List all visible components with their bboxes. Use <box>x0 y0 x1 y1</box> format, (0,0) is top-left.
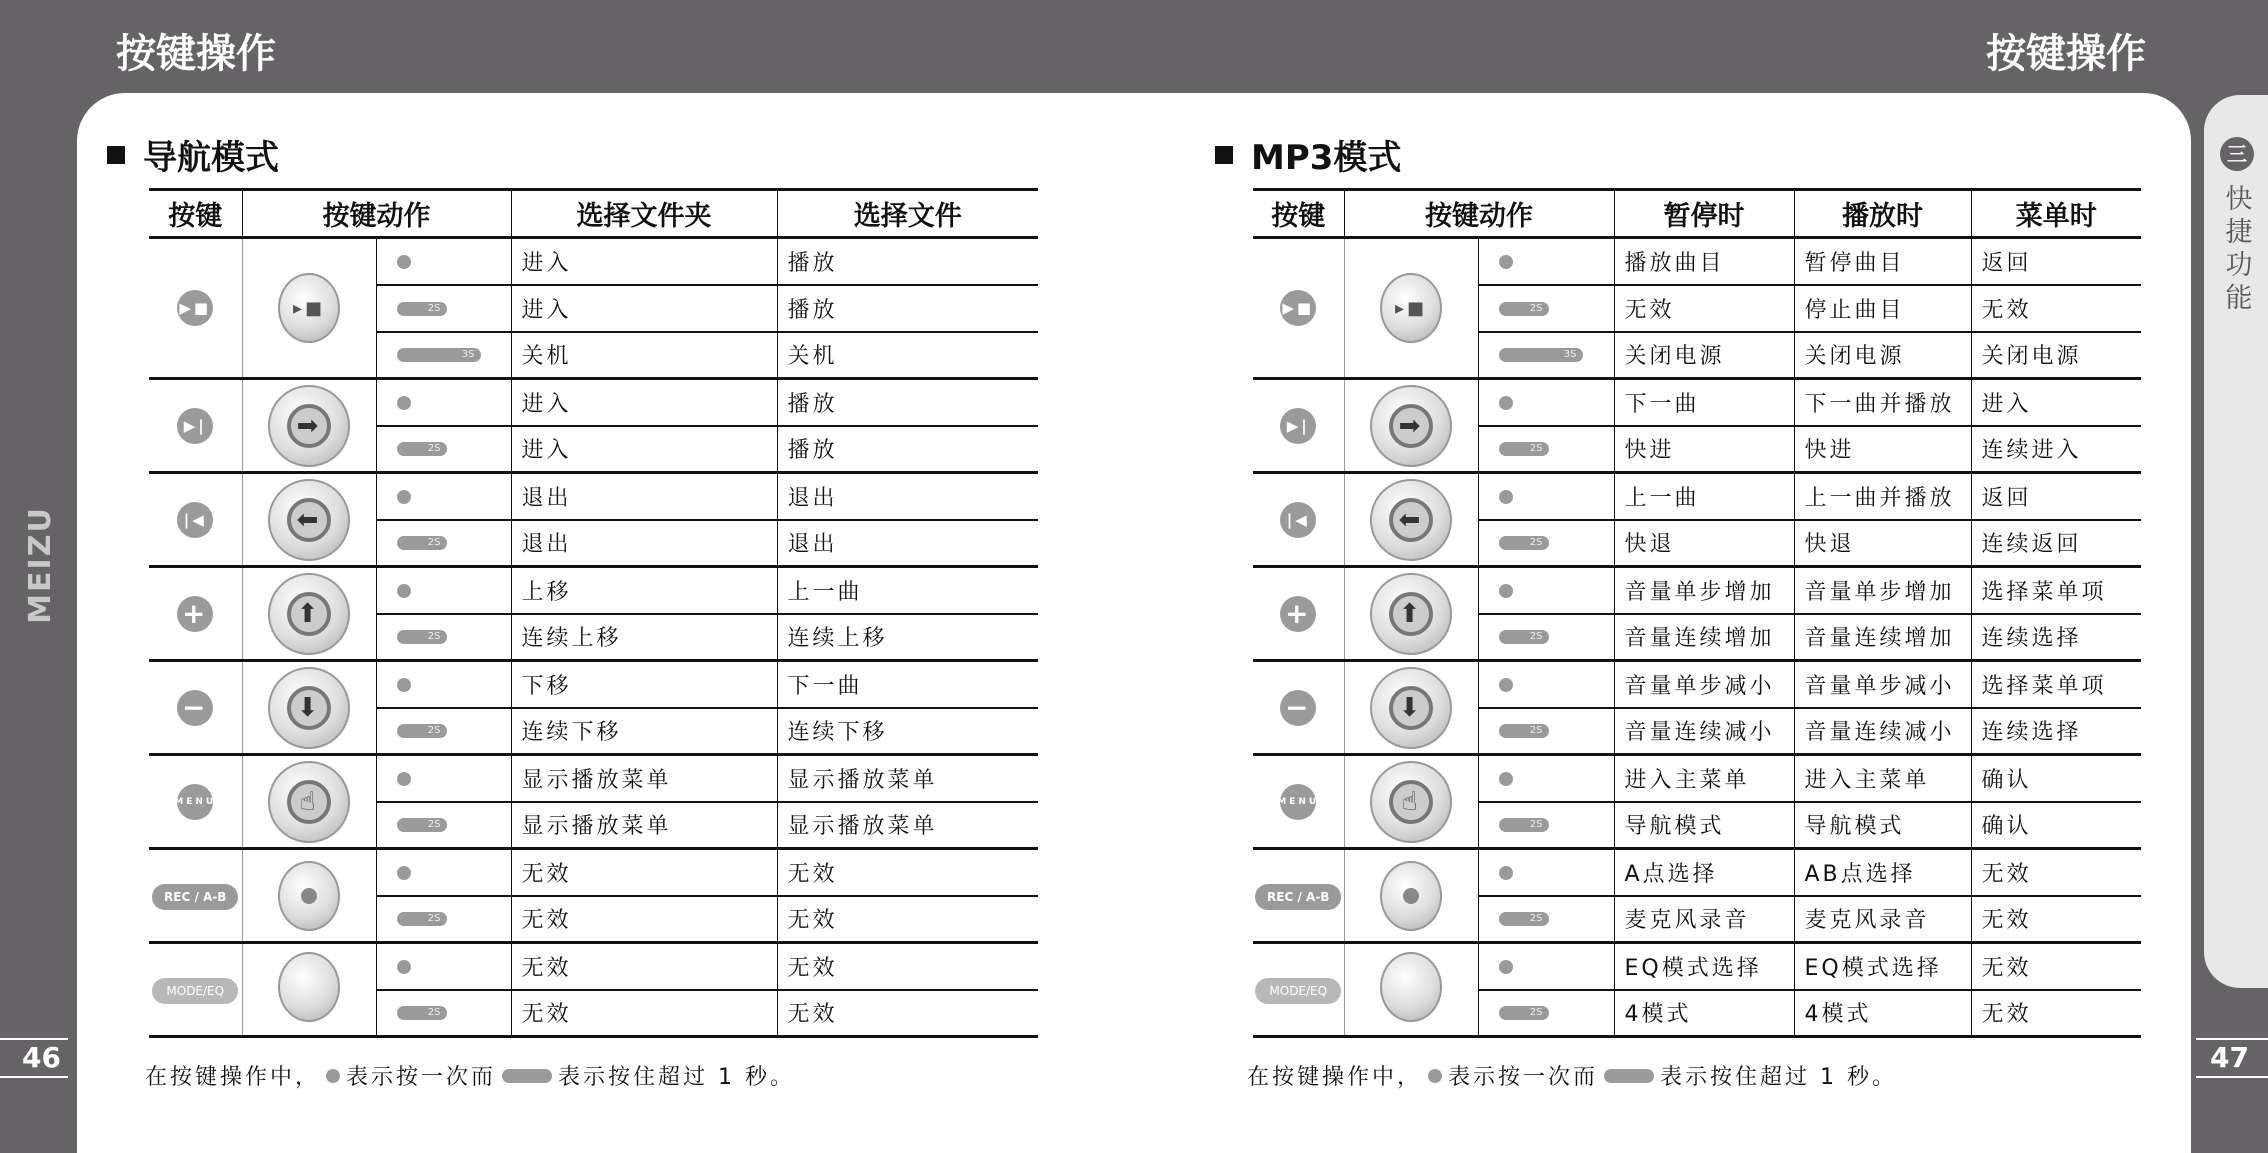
action-cell: 音量单步增加 <box>1614 567 1794 614</box>
legend-short: 表示按一次而 <box>1448 1065 1599 1090</box>
action-cell: 关闭电源 <box>1794 332 1971 379</box>
column-header: 按键动作 <box>1344 190 1614 238</box>
press-type-cell <box>1478 708 1614 755</box>
press-type-cell <box>376 708 511 755</box>
press-type-cell <box>1478 849 1614 896</box>
short-press-icon <box>1499 960 1513 974</box>
press-type-cell <box>376 520 511 567</box>
prev-wheel-illustration-icon: ⬅ <box>268 479 350 561</box>
action-cell: EQ模式选择 <box>1614 943 1794 990</box>
action-cell: 下移 <box>511 661 777 708</box>
press-type-cell <box>1478 614 1614 661</box>
key-cell[interactable] <box>1253 661 1344 755</box>
action-cell: 退出 <box>511 473 777 520</box>
table-row <box>149 661 1038 708</box>
action-cell: 无效 <box>1971 990 2141 1037</box>
next-wheel-illustration-icon: ➡ <box>1370 385 1452 467</box>
short-press-icon <box>397 772 411 786</box>
chapter-label: 快捷功能 <box>2225 184 2253 314</box>
header-title-left: 按键操作 <box>116 31 276 77</box>
long-press-icon: 2S <box>1499 818 1549 832</box>
column-header: 按键 <box>1253 190 1344 238</box>
legend-prefix: 在按键操作中， <box>145 1065 321 1090</box>
press-type-cell <box>1478 285 1614 332</box>
press-type-cell <box>1478 379 1614 426</box>
action-cell: 上一曲并播放 <box>1794 473 1971 520</box>
press-type-cell <box>376 285 511 332</box>
key-illustration-cell <box>1344 379 1478 473</box>
press-type-cell <box>1478 896 1614 943</box>
press-type-cell <box>1478 567 1614 614</box>
next-key-icon: ▶| <box>177 408 213 444</box>
short-press-icon <box>1499 772 1513 786</box>
action-cell: 播放 <box>777 238 1038 285</box>
action-cell: 连续上移 <box>777 614 1038 661</box>
key-illustration-cell <box>242 755 376 849</box>
menu-wheel-illustration-icon: ☝ <box>1370 761 1452 843</box>
key-illustration-cell <box>242 238 376 379</box>
action-cell: 无效 <box>1614 285 1794 332</box>
action-cell: 下一曲并播放 <box>1794 379 1971 426</box>
table-row <box>1253 661 2141 708</box>
action-cell: 播放 <box>777 426 1038 473</box>
next-wheel-illustration-icon: ➡ <box>268 385 350 467</box>
play-key-icon: ▶■ <box>177 290 213 326</box>
press-type-cell <box>376 238 511 285</box>
chapter-tab[interactable] <box>2204 95 2268 988</box>
minus-wheel-illustration-icon: ⬇ <box>268 667 350 749</box>
plus-wheel-illustration-icon: ⬆ <box>1370 573 1452 655</box>
long-press-icon: 2S <box>397 724 447 738</box>
key-illustration-cell <box>1344 661 1478 755</box>
column-header: 选择文件 <box>777 190 1038 238</box>
key-cell[interactable] <box>1253 849 1344 943</box>
key-illustration-cell <box>242 849 376 943</box>
action-cell: 上移 <box>511 567 777 614</box>
header-title-right: 按键操作 <box>1986 31 2146 77</box>
long-press-icon <box>502 1069 552 1083</box>
action-cell: 下一曲 <box>1614 379 1794 426</box>
long-press-icon: 2S <box>1499 536 1549 550</box>
short-press-icon <box>1428 1069 1442 1083</box>
short-press-icon <box>1499 678 1513 692</box>
action-cell: 暂停曲目 <box>1794 238 1971 285</box>
press-type-cell <box>1478 990 1614 1037</box>
brand-logo: MEIZU <box>22 506 58 624</box>
action-cell: AB点选择 <box>1794 849 1971 896</box>
short-press-icon <box>397 255 411 269</box>
long-press-icon: 3S <box>1499 348 1583 362</box>
key-cell[interactable] <box>1253 473 1344 567</box>
action-cell: 无效 <box>777 849 1038 896</box>
key-cell[interactable] <box>149 943 242 1037</box>
action-cell: 连续选择 <box>1971 708 2141 755</box>
action-cell: 关闭电源 <box>1614 332 1794 379</box>
long-press-icon: 2S <box>397 536 447 550</box>
action-cell: 显示播放菜单 <box>777 755 1038 802</box>
section-title-nav <box>107 130 279 179</box>
key-cell[interactable] <box>1253 567 1344 661</box>
short-press-icon <box>1499 255 1513 269</box>
chapter-number: 三 <box>2220 137 2254 171</box>
play-button-illustration-icon: ▸■ <box>1380 273 1442 343</box>
plus-key-icon: + <box>1280 596 1316 632</box>
long-press-icon: 2S <box>397 912 447 926</box>
action-cell: 无效 <box>511 943 777 990</box>
action-cell: 退出 <box>511 520 777 567</box>
action-cell: 显示播放菜单 <box>511 802 777 849</box>
press-type-cell <box>376 614 511 661</box>
action-cell: 退出 <box>777 520 1038 567</box>
column-header: 按键 <box>149 190 242 238</box>
press-type-cell <box>1478 332 1614 379</box>
key-illustration-cell <box>1344 755 1478 849</box>
short-press-icon <box>397 584 411 598</box>
action-cell: 音量单步减小 <box>1794 661 1971 708</box>
bullet-square-icon <box>107 146 125 164</box>
column-header: 暂停时 <box>1614 190 1794 238</box>
action-cell: 上一曲 <box>1614 473 1794 520</box>
action-cell: 无效 <box>511 849 777 896</box>
prev-key-icon: |◀ <box>177 502 213 538</box>
action-cell: 停止曲目 <box>1794 285 1971 332</box>
action-cell: 显示播放菜单 <box>777 802 1038 849</box>
mode-key-icon: MODE/EQ <box>152 978 238 1004</box>
action-cell: 快进 <box>1794 426 1971 473</box>
short-press-icon <box>397 490 411 504</box>
press-type-cell <box>1478 520 1614 567</box>
long-press-icon: 2S <box>1499 1006 1549 1020</box>
action-cell: 无效 <box>777 943 1038 990</box>
action-cell: A点选择 <box>1614 849 1794 896</box>
column-header: 播放时 <box>1794 190 1971 238</box>
short-press-icon <box>1499 490 1513 504</box>
short-press-icon <box>397 866 411 880</box>
legend-long: 表示按住超过 1 秒。 <box>558 1065 796 1090</box>
rec-button-illustration-icon <box>1380 861 1442 931</box>
rec-key-icon: REC / A-B <box>152 884 238 910</box>
action-cell: 关机 <box>777 332 1038 379</box>
press-type-cell <box>1478 755 1614 802</box>
action-cell: 4模式 <box>1794 990 1971 1037</box>
long-press-icon: 2S <box>1499 442 1549 456</box>
press-type-cell <box>1478 661 1614 708</box>
action-cell: 选择菜单项 <box>1971 567 2141 614</box>
long-press-icon: 2S <box>1499 630 1549 644</box>
key-illustration-cell <box>1344 849 1478 943</box>
mode-key-icon: MODE/EQ <box>1255 978 1341 1004</box>
action-cell: 音量连续增加 <box>1794 614 1971 661</box>
menu-key-icon: MENU <box>1280 784 1316 820</box>
key-cell[interactable] <box>149 661 242 755</box>
press-type-cell <box>376 943 511 990</box>
column-header: 按键动作 <box>242 190 511 238</box>
table-row <box>149 238 1038 285</box>
action-cell: 下一曲 <box>777 661 1038 708</box>
table-row <box>1253 943 2141 990</box>
action-cell: 关闭电源 <box>1971 332 2141 379</box>
prev-key-icon: |◀ <box>1280 502 1316 538</box>
action-cell: 选择菜单项 <box>1971 661 2141 708</box>
table-row <box>149 567 1038 614</box>
table-row <box>149 849 1038 896</box>
press-type-cell <box>376 849 511 896</box>
action-cell: 返回 <box>1971 473 2141 520</box>
table-row <box>1253 849 2141 896</box>
key-cell[interactable] <box>149 755 242 849</box>
page-number-right: 47 <box>2196 1038 2268 1078</box>
short-press-icon <box>1499 584 1513 598</box>
action-cell: 无效 <box>1971 943 2141 990</box>
prev-wheel-illustration-icon: ⬅ <box>1370 479 1452 561</box>
mp3-mode-table <box>1253 188 2141 1038</box>
action-cell: 进入 <box>511 238 777 285</box>
action-cell: 麦克风录音 <box>1794 896 1971 943</box>
key-cell[interactable] <box>149 379 242 473</box>
table-row <box>149 473 1038 520</box>
section-title-mp3 <box>1215 130 1401 179</box>
long-press-icon: 2S <box>397 818 447 832</box>
key-cell[interactable] <box>149 849 242 943</box>
short-press-icon <box>397 960 411 974</box>
press-type-cell <box>376 755 511 802</box>
table-row <box>1253 473 2141 520</box>
key-cell[interactable] <box>149 473 242 567</box>
action-cell: 音量连续减小 <box>1794 708 1971 755</box>
action-cell: 上一曲 <box>777 567 1038 614</box>
key-cell[interactable] <box>1253 943 1344 1037</box>
action-cell: 连续下移 <box>777 708 1038 755</box>
action-cell: 进入 <box>511 379 777 426</box>
table-row <box>1253 755 2141 802</box>
action-cell: 快进 <box>1614 426 1794 473</box>
action-cell: 无效 <box>777 990 1038 1037</box>
press-type-cell <box>376 567 511 614</box>
action-cell: 4模式 <box>1614 990 1794 1037</box>
key-illustration-cell <box>242 661 376 755</box>
table-row <box>1253 238 2141 285</box>
press-type-cell <box>376 379 511 426</box>
press-type-cell <box>1478 473 1614 520</box>
nav-mode-table <box>149 188 1038 1038</box>
press-type-cell <box>376 661 511 708</box>
press-type-cell <box>376 990 511 1037</box>
action-cell: 播放曲目 <box>1614 238 1794 285</box>
action-cell: 进入主菜单 <box>1614 755 1794 802</box>
play-button-illustration-icon: ▸■ <box>278 273 340 343</box>
key-illustration-cell <box>1344 943 1478 1037</box>
press-type-cell <box>1478 426 1614 473</box>
table-row <box>149 943 1038 990</box>
long-press-icon: 2S <box>1499 912 1549 926</box>
action-cell: 无效 <box>1971 896 2141 943</box>
bullet-square-icon <box>1215 146 1233 164</box>
key-illustration-cell <box>242 473 376 567</box>
action-cell: 进入主菜单 <box>1794 755 1971 802</box>
action-cell: 进入 <box>511 285 777 332</box>
key-illustration-cell <box>1344 473 1478 567</box>
key-illustration-cell <box>242 567 376 661</box>
action-cell: 退出 <box>777 473 1038 520</box>
key-cell[interactable] <box>1253 238 1344 379</box>
action-cell: 连续选择 <box>1971 614 2141 661</box>
menu-key-icon: MENU <box>177 784 213 820</box>
minus-key-icon: − <box>1280 690 1316 726</box>
legend-long: 表示按住超过 1 秒。 <box>1660 1065 1898 1090</box>
next-key-icon: ▶| <box>1280 408 1316 444</box>
plus-wheel-illustration-icon: ⬆ <box>268 573 350 655</box>
action-cell: 无效 <box>1971 849 2141 896</box>
action-cell: 音量单步增加 <box>1794 567 1971 614</box>
press-type-cell <box>376 426 511 473</box>
action-cell: 导航模式 <box>1794 802 1971 849</box>
action-cell: 无效 <box>777 896 1038 943</box>
action-cell: 连续下移 <box>511 708 777 755</box>
long-press-icon: 2S <box>397 1006 447 1020</box>
short-press-icon <box>397 396 411 410</box>
action-cell: EQ模式选择 <box>1794 943 1971 990</box>
legend-left <box>145 1060 795 1091</box>
key-illustration-cell <box>1344 567 1478 661</box>
press-type-cell <box>1478 238 1614 285</box>
short-press-icon <box>397 678 411 692</box>
press-type-cell <box>376 802 511 849</box>
action-cell: 连续进入 <box>1971 426 2141 473</box>
action-cell: 播放 <box>777 379 1038 426</box>
rec-button-illustration-icon <box>278 861 340 931</box>
table-row <box>1253 567 2141 614</box>
action-cell: 确认 <box>1971 755 2141 802</box>
column-header: 菜单时 <box>1971 190 2141 238</box>
key-illustration-cell <box>242 943 376 1037</box>
menu-wheel-illustration-icon: ☝ <box>268 761 350 843</box>
action-cell: 返回 <box>1971 238 2141 285</box>
long-press-icon: 2S <box>397 442 447 456</box>
action-cell: 播放 <box>777 285 1038 332</box>
minus-wheel-illustration-icon: ⬇ <box>1370 667 1452 749</box>
legend-short: 表示按一次而 <box>346 1065 497 1090</box>
action-cell: 无效 <box>511 990 777 1037</box>
action-cell: 连续返回 <box>1971 520 2141 567</box>
action-cell: 音量连续减小 <box>1614 708 1794 755</box>
long-press-icon: 3S <box>397 348 481 362</box>
legend-prefix: 在按键操作中， <box>1247 1065 1423 1090</box>
short-press-icon <box>1499 866 1513 880</box>
key-cell[interactable] <box>149 238 242 379</box>
column-header: 选择文件夹 <box>511 190 777 238</box>
long-press-icon <box>1604 1069 1654 1083</box>
long-press-icon: 2S <box>1499 302 1549 316</box>
action-cell: 音量单步减小 <box>1614 661 1794 708</box>
action-cell: 麦克风录音 <box>1614 896 1794 943</box>
action-cell: 确认 <box>1971 802 2141 849</box>
action-cell: 无效 <box>1971 285 2141 332</box>
table-row <box>149 755 1038 802</box>
press-type-cell <box>1478 943 1614 990</box>
mode-button-illustration-icon <box>1380 952 1442 1022</box>
action-cell: 进入 <box>511 426 777 473</box>
long-press-icon: 2S <box>1499 724 1549 738</box>
short-press-icon <box>326 1069 340 1083</box>
press-type-cell <box>376 473 511 520</box>
mode-button-illustration-icon <box>278 952 340 1022</box>
action-cell: 快退 <box>1794 520 1971 567</box>
key-cell[interactable] <box>1253 379 1344 473</box>
action-cell: 连续上移 <box>511 614 777 661</box>
long-press-icon: 2S <box>397 630 447 644</box>
key-cell[interactable] <box>149 567 242 661</box>
section-title-text: 导航模式 <box>143 138 279 178</box>
press-type-cell <box>1478 802 1614 849</box>
plus-key-icon: + <box>177 596 213 632</box>
action-cell: 导航模式 <box>1614 802 1794 849</box>
key-illustration-cell <box>1344 238 1478 379</box>
action-cell: 快退 <box>1614 520 1794 567</box>
table-row <box>1253 379 2141 426</box>
minus-key-icon: − <box>177 690 213 726</box>
play-key-icon: ▶■ <box>1280 290 1316 326</box>
action-cell: 音量连续增加 <box>1614 614 1794 661</box>
rec-key-icon: REC / A-B <box>1255 884 1341 910</box>
press-type-cell <box>376 896 511 943</box>
long-press-icon: 2S <box>397 302 447 316</box>
table-row <box>149 379 1038 426</box>
key-cell[interactable] <box>1253 755 1344 849</box>
section-title-text: MP3模式 <box>1251 138 1402 178</box>
action-cell: 关机 <box>511 332 777 379</box>
key-illustration-cell <box>242 379 376 473</box>
press-type-cell <box>376 332 511 379</box>
action-cell: 无效 <box>511 896 777 943</box>
short-press-icon <box>1499 396 1513 410</box>
action-cell: 显示播放菜单 <box>511 755 777 802</box>
page-number-left: 46 <box>0 1038 68 1078</box>
legend-right <box>1247 1060 1897 1091</box>
action-cell: 进入 <box>1971 379 2141 426</box>
